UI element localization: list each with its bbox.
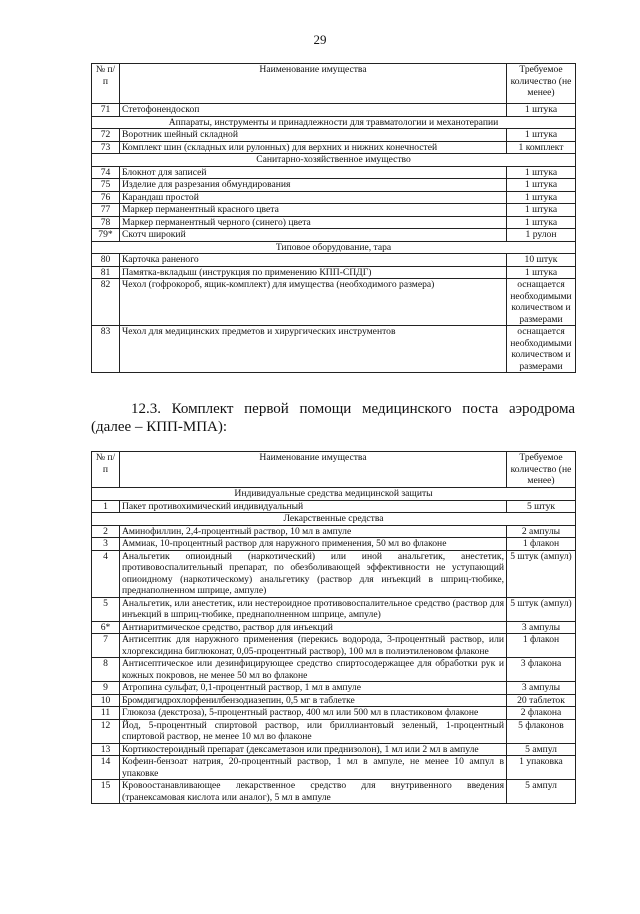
row-number: 12 [92, 719, 120, 743]
item-name: Анальгетик опиоидный (наркотический) или иной анальгетик, анестетик, противовоспалительный препарат, по обезболивающей эффективности не уступающий опиоидному (наркотическому) анальгетику (раствор для инъекций в шприц-тюбике, преднаполненном шприце, ампуле) [120, 550, 507, 597]
row-number: 10 [92, 694, 120, 707]
table-row [92, 266, 576, 279]
item-quantity: 1 штука [507, 191, 576, 204]
item-name: Изделие для разрезания обмундирования [120, 179, 507, 192]
item-name: Глюкоза (декстроза), 5-процентный раствор, 400 мл или 500 мл в пластиковом флаконе [120, 707, 507, 720]
item-quantity: 3 ампулы [507, 621, 576, 634]
header-name: Наименование имущества [120, 64, 507, 104]
item-quantity: 1 флакон [507, 538, 576, 551]
item-name: Пакет противохимический индивидуальный [120, 500, 507, 513]
item-name: Чехол для медицинских предметов и хирургических инструментов [120, 326, 507, 373]
row-number: 72 [92, 129, 120, 142]
section-row [92, 241, 576, 254]
item-name: Аммиак, 10-процентный раствор для наружного применения, 50 мл во флаконе [120, 538, 507, 551]
item-name: Скотч широкий [120, 229, 507, 242]
section-row [92, 154, 576, 167]
item-quantity: 1 рулон [507, 229, 576, 242]
item-quantity: 10 штук [507, 254, 576, 267]
item-quantity: 1 штука [507, 166, 576, 179]
header-number: № п/п [92, 452, 120, 488]
item-quantity: 20 таблеток [507, 694, 576, 707]
item-name: Атропина сульфат, 0,1-процентный раствор, 1 мл в ампуле [120, 682, 507, 695]
table-header-row [92, 452, 576, 488]
table-body [92, 104, 576, 373]
section-title: Санитарно-хозяйственное имущество [92, 154, 576, 167]
row-number: 74 [92, 166, 120, 179]
table-row [92, 658, 576, 682]
table-row [92, 743, 576, 756]
row-number: 81 [92, 266, 120, 279]
row-number: 1 [92, 500, 120, 513]
item-quantity: 5 штук [507, 500, 576, 513]
item-name: Воротник шейный складной [120, 129, 507, 142]
item-quantity: 1 упаковка [507, 756, 576, 780]
header-number: № п/п [92, 64, 120, 104]
row-number: 77 [92, 204, 120, 217]
item-name: Бромдигидрохлорфенилбензодиазепин, 0,5 мг в таблетке [120, 694, 507, 707]
item-quantity: 1 флакон [507, 634, 576, 658]
table-row [92, 780, 576, 804]
item-quantity: 1 штука [507, 266, 576, 279]
row-number: 15 [92, 780, 120, 804]
table-row [92, 254, 576, 267]
row-number: 76 [92, 191, 120, 204]
table-row [92, 204, 576, 217]
item-quantity: 3 ампулы [507, 682, 576, 695]
item-name: Кортикостероидный препарат (дексаметазон или преднизолон), 1 мл или 2 мл в ампуле [120, 743, 507, 756]
page-number: 29 [313, 32, 327, 47]
row-number: 13 [92, 743, 120, 756]
header-quantity: Требуемое количество (не менее) [507, 64, 576, 104]
row-number: 80 [92, 254, 120, 267]
item-name: Маркер перманентный черного (синего) цвета [120, 216, 507, 229]
row-number: 83 [92, 326, 120, 373]
item-quantity: оснащается необходимыми количеством и размерами [507, 326, 576, 373]
item-name: Аминофиллин, 2,4-процентный раствор, 10 мл в ампуле [120, 525, 507, 538]
item-quantity: 1 штука [507, 204, 576, 217]
item-name: Антиаритмическое средство, раствор для инъекций [120, 621, 507, 634]
table-row [92, 141, 576, 154]
caption-line-2: (далее – КПП-МПА): [91, 419, 228, 435]
table-row [92, 500, 576, 513]
item-quantity: 5 штук (ампул) [507, 597, 576, 621]
item-name: Антисептическое или дезинфицирующее средство спиртосодержащее для обработки рук и кожных покровов, не менее 50 мл во флаконе [120, 658, 507, 682]
item-quantity: 3 флакона [507, 658, 576, 682]
table-row [92, 229, 576, 242]
item-name: Антисептик для наружного применения (перекись водорода, 3-процентный раствор, или хлоргексидина биглюконат, 0,05-процентный раствор), 100 мл в полиэтиленовом флаконе [120, 634, 507, 658]
table-row [92, 550, 576, 597]
item-quantity: 1 штука [507, 216, 576, 229]
section-row [92, 116, 576, 129]
header-name: Наименование имущества [120, 452, 507, 488]
item-name: Стетофонендоскоп [120, 104, 507, 117]
table-row [92, 682, 576, 695]
item-quantity: 5 штук (ампул) [507, 550, 576, 597]
section-caption [91, 400, 575, 436]
row-number: 7 [92, 634, 120, 658]
row-number: 75 [92, 179, 120, 192]
section-title: Типовое оборудование, тара [92, 241, 576, 254]
row-number: 6* [92, 621, 120, 634]
item-name: Чехол (гофрокороб, ящик-комплект) для имущества (необходимого размера) [120, 279, 507, 326]
row-number: 73 [92, 141, 120, 154]
table-row [92, 707, 576, 720]
item-name: Комплект шин (складных или рулонных) для верхних и нижних конечностей [120, 141, 507, 154]
item-quantity: 2 ампулы [507, 525, 576, 538]
row-number: 8 [92, 658, 120, 682]
section-title: Аппараты, инструменты и принадлежности для травматологии и механотерапии [92, 116, 576, 129]
section-row [92, 488, 576, 501]
row-number: 2 [92, 525, 120, 538]
table-row [92, 129, 576, 142]
row-number: 78 [92, 216, 120, 229]
row-number: 14 [92, 756, 120, 780]
item-name: Анальгетик, или анестетик, или нестероидное противовоспалительное средство (раствор для инъекций в шприц-тюбике, преднаполненном шприце, ампуле) [120, 597, 507, 621]
kpp-mpa-table [91, 451, 576, 804]
caption-line-1: 12.3. Комплект первой помощи медицинского поста аэродрома [131, 401, 575, 417]
item-name: Карандаш простой [120, 191, 507, 204]
table-row [92, 326, 576, 373]
table-row [92, 538, 576, 551]
section-row [92, 513, 576, 526]
item-name: Кровоостанавливающее лекарственное средство для внутривенного введения (транексамовая кислота или аналог), 5 мл в ампуле [120, 780, 507, 804]
item-quantity: 2 флакона [507, 707, 576, 720]
item-quantity: 1 комплект [507, 141, 576, 154]
table-row [92, 216, 576, 229]
table-row [92, 166, 576, 179]
item-quantity: 1 штука [507, 179, 576, 192]
table-row [92, 525, 576, 538]
item-quantity: 1 штука [507, 129, 576, 142]
table-row [92, 621, 576, 634]
item-name: Йод, 5-процентный спиртовой раствор, или бриллиантовый зеленый, 1-процентный спиртовой раствор, не менее 10 мл во флаконе [120, 719, 507, 743]
row-number: 71 [92, 104, 120, 117]
item-quantity: 5 флаконов [507, 719, 576, 743]
table-row [92, 279, 576, 326]
item-name: Блокнот для записей [120, 166, 507, 179]
item-quantity: 1 штука [507, 104, 576, 117]
table-row [92, 179, 576, 192]
table-row [92, 597, 576, 621]
row-number: 79* [92, 229, 120, 242]
item-quantity: 5 ампул [507, 743, 576, 756]
table-row [92, 191, 576, 204]
table-row [92, 694, 576, 707]
section-title: Индивидуальные средства медицинской защиты [92, 488, 576, 501]
item-name: Кофеин-бензоат натрия, 20-процентный раствор, 1 мл в ампуле, не менее 10 ампул в упаковке [120, 756, 507, 780]
table-header-row [92, 64, 576, 104]
row-number: 9 [92, 682, 120, 695]
row-number: 5 [92, 597, 120, 621]
header-quantity: Требуемое количество (не менее) [507, 452, 576, 488]
item-name: Маркер перманентный красного цвета [120, 204, 507, 217]
row-number: 82 [92, 279, 120, 326]
item-name: Памятка-вкладыш (инструкция по применению КПП-СПДГ) [120, 266, 507, 279]
table-row [92, 104, 576, 117]
item-quantity: 5 ампул [507, 780, 576, 804]
table-row [92, 756, 576, 780]
row-number: 11 [92, 707, 120, 720]
table-row [92, 719, 576, 743]
item-quantity: оснащается необходимыми количеством и размерами [507, 279, 576, 326]
row-number: 3 [92, 538, 120, 551]
item-name: Карточка раненого [120, 254, 507, 267]
row-number: 4 [92, 550, 120, 597]
table-body [92, 488, 576, 804]
section-title: Лекарственные средства [92, 513, 576, 526]
table-row [92, 634, 576, 658]
equipment-table-continued [91, 63, 576, 373]
